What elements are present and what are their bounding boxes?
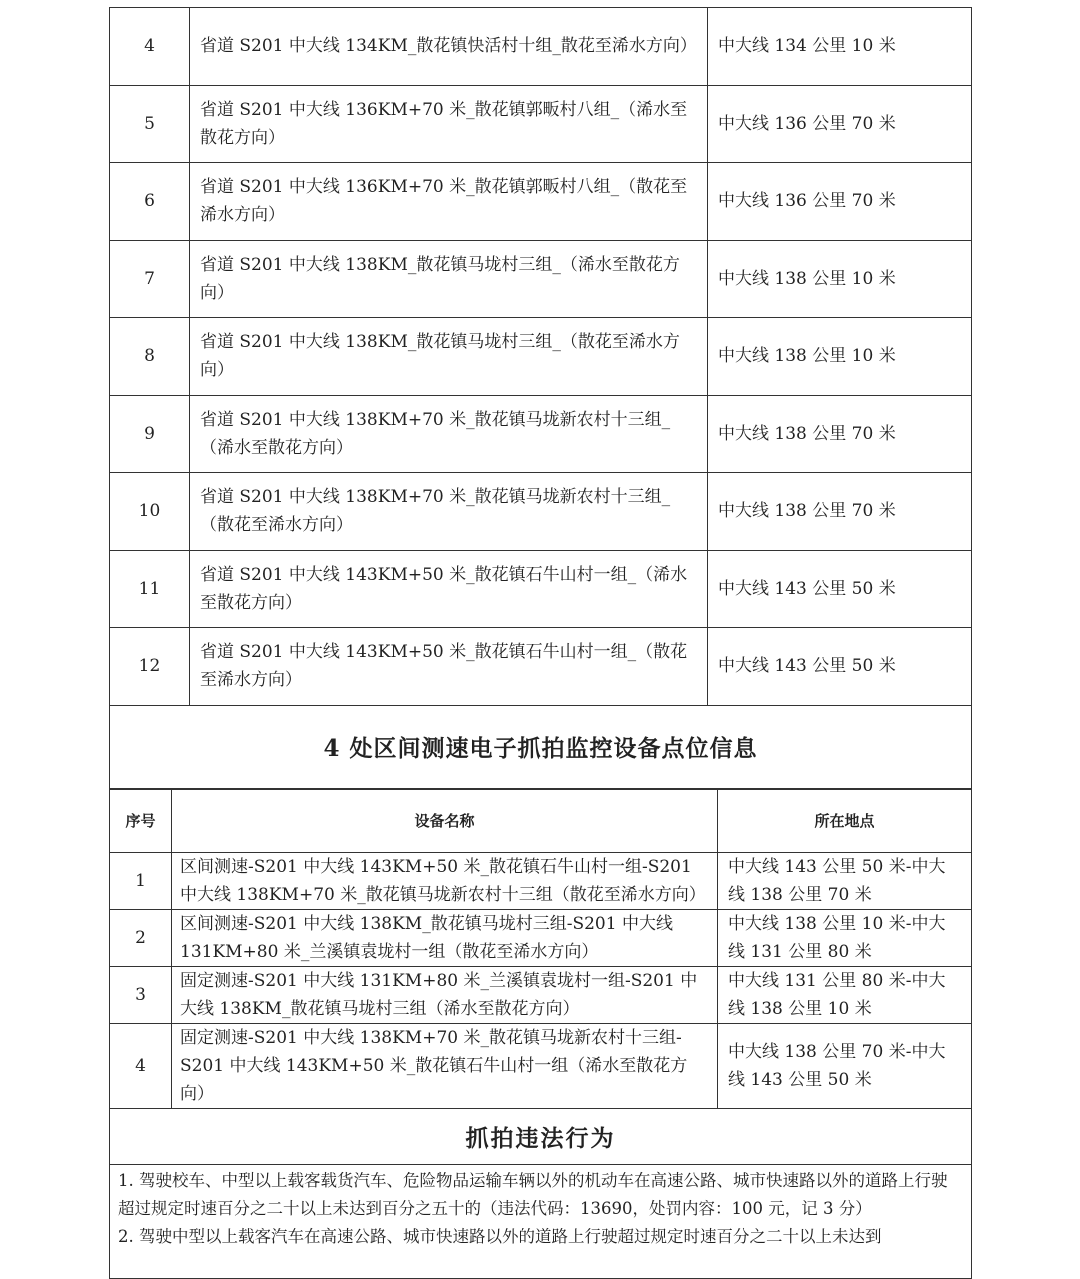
violations-list xyxy=(109,1165,972,1279)
row-number: 3 xyxy=(110,966,172,1023)
row-number: 7 xyxy=(110,240,190,318)
device-location: 中大线 143 公里 50 米-中大线 138 公里 70 米 xyxy=(718,852,972,909)
table-row xyxy=(110,395,972,473)
table-row xyxy=(110,240,972,318)
device-name: 省道 S201 中大线 143KM+50 米_散花镇石牛山村一组_（浠水至散花方向） xyxy=(190,550,708,628)
row-number: 5 xyxy=(110,85,190,163)
row-number: 6 xyxy=(110,163,190,241)
device-name: 省道 S201 中大线 138KM_散花镇马垅村三组_（浠水至散花方向） xyxy=(190,240,708,318)
device-location: 中大线 136 公里 70 米 xyxy=(708,163,972,241)
header-number: 序号 xyxy=(110,789,172,852)
table-row xyxy=(110,8,972,86)
violation-item: 2. 驾驶中型以上载客汽车在高速公路、城市快速路以外的道路上行驶超过规定时速百分之二十以上未达到 xyxy=(118,1226,882,1246)
device-location: 中大线 138 公里 70 米-中大线 143 公里 50 米 xyxy=(718,1023,972,1108)
table-row xyxy=(110,473,972,551)
section-title: 4 处区间测速电子抓拍监控设备点位信息 xyxy=(109,706,972,789)
device-location: 中大线 138 公里 70 米 xyxy=(708,473,972,551)
device-name: 固定测速-S201 中大线 131KM+80 米_兰溪镇袁垅村一组-S201 中大线 138KM_散花镇马垅村三组（浠水至散花方向） xyxy=(172,966,718,1023)
device-location: 中大线 143 公里 50 米 xyxy=(708,628,972,706)
device-location: 中大线 138 公里 70 米 xyxy=(708,395,972,473)
device-name: 区间测速-S201 中大线 138KM_散花镇马垅村三组-S201 中大线 131KM+80 米_兰溪镇袁垅村一组（散花至浠水方向） xyxy=(172,909,718,966)
device-name: 省道 S201 中大线 138KM+70 米_散花镇马垅新农村十三组_（浠水至散花方向） xyxy=(190,395,708,473)
device-location: 中大线 134 公里 10 米 xyxy=(708,8,972,86)
device-location: 中大线 136 公里 70 米 xyxy=(708,85,972,163)
table-row xyxy=(110,966,972,1023)
table-row xyxy=(110,628,972,706)
row-number: 4 xyxy=(110,8,190,86)
device-name: 区间测速-S201 中大线 143KM+50 米_散花镇石牛山村一组-S201 中大线 138KM+70 米_散花镇马垅新农村十三组（散花至浠水方向） xyxy=(172,852,718,909)
row-number: 8 xyxy=(110,318,190,396)
row-number: 1 xyxy=(110,852,172,909)
device-name: 省道 S201 中大线 138KM+70 米_散花镇马垅新农村十三组_（散花至浠水方向） xyxy=(190,473,708,551)
interval-speed-table xyxy=(109,789,972,1109)
table-row xyxy=(110,909,972,966)
table-header-row xyxy=(110,789,972,852)
table-row xyxy=(110,852,972,909)
device-name: 省道 S201 中大线 134KM_散花镇快活村十组_散花至浠水方向） xyxy=(190,8,708,86)
device-location: 中大线 131 公里 80 米-中大线 138 公里 10 米 xyxy=(718,966,972,1023)
device-name: 省道 S201 中大线 138KM_散花镇马垅村三组_（散花至浠水方向） xyxy=(190,318,708,396)
row-number: 4 xyxy=(110,1023,172,1108)
device-location: 中大线 143 公里 50 米 xyxy=(708,550,972,628)
table-row xyxy=(110,85,972,163)
row-number: 11 xyxy=(110,550,190,628)
violation-item: 1. 驾驶校车、中型以上载客载货汽车、危险物品运输车辆以外的机动车在高速公路、城市快速路以外的道路上行驶超过规定时速百分之二十以上未达到百分之五十的（违法代码：13690，处罚内容：100 元，记 3 分） xyxy=(118,1170,948,1218)
device-name: 省道 S201 中大线 143KM+50 米_散花镇石牛山村一组_（散花至浠水方向） xyxy=(190,628,708,706)
device-location: 中大线 138 公里 10 米-中大线 131 公里 80 米 xyxy=(718,909,972,966)
table-row xyxy=(110,550,972,628)
row-number: 2 xyxy=(110,909,172,966)
header-location: 所在地点 xyxy=(718,789,972,852)
device-location: 中大线 138 公里 10 米 xyxy=(708,240,972,318)
device-name: 省道 S201 中大线 136KM+70 米_散花镇郭畈村八组_（散花至浠水方向） xyxy=(190,163,708,241)
table-row xyxy=(110,163,972,241)
row-number: 12 xyxy=(110,628,190,706)
row-number: 9 xyxy=(110,395,190,473)
device-name: 省道 S201 中大线 136KM+70 米_散花镇郭畈村八组_（浠水至散花方向） xyxy=(190,85,708,163)
document-page xyxy=(109,7,972,1279)
header-device-name: 设备名称 xyxy=(172,789,718,852)
table-row xyxy=(110,318,972,396)
violations-title: 抓拍违法行为 xyxy=(109,1109,972,1165)
row-number: 10 xyxy=(110,473,190,551)
device-name: 固定测速-S201 中大线 138KM+70 米_散花镇马垅新农村十三组-S201 中大线 143KM+50 米_散花镇石牛山村一组（浠水至散花方向） xyxy=(172,1023,718,1108)
table-row xyxy=(110,1023,972,1108)
device-location: 中大线 138 公里 10 米 xyxy=(708,318,972,396)
camera-point-table xyxy=(109,7,972,706)
